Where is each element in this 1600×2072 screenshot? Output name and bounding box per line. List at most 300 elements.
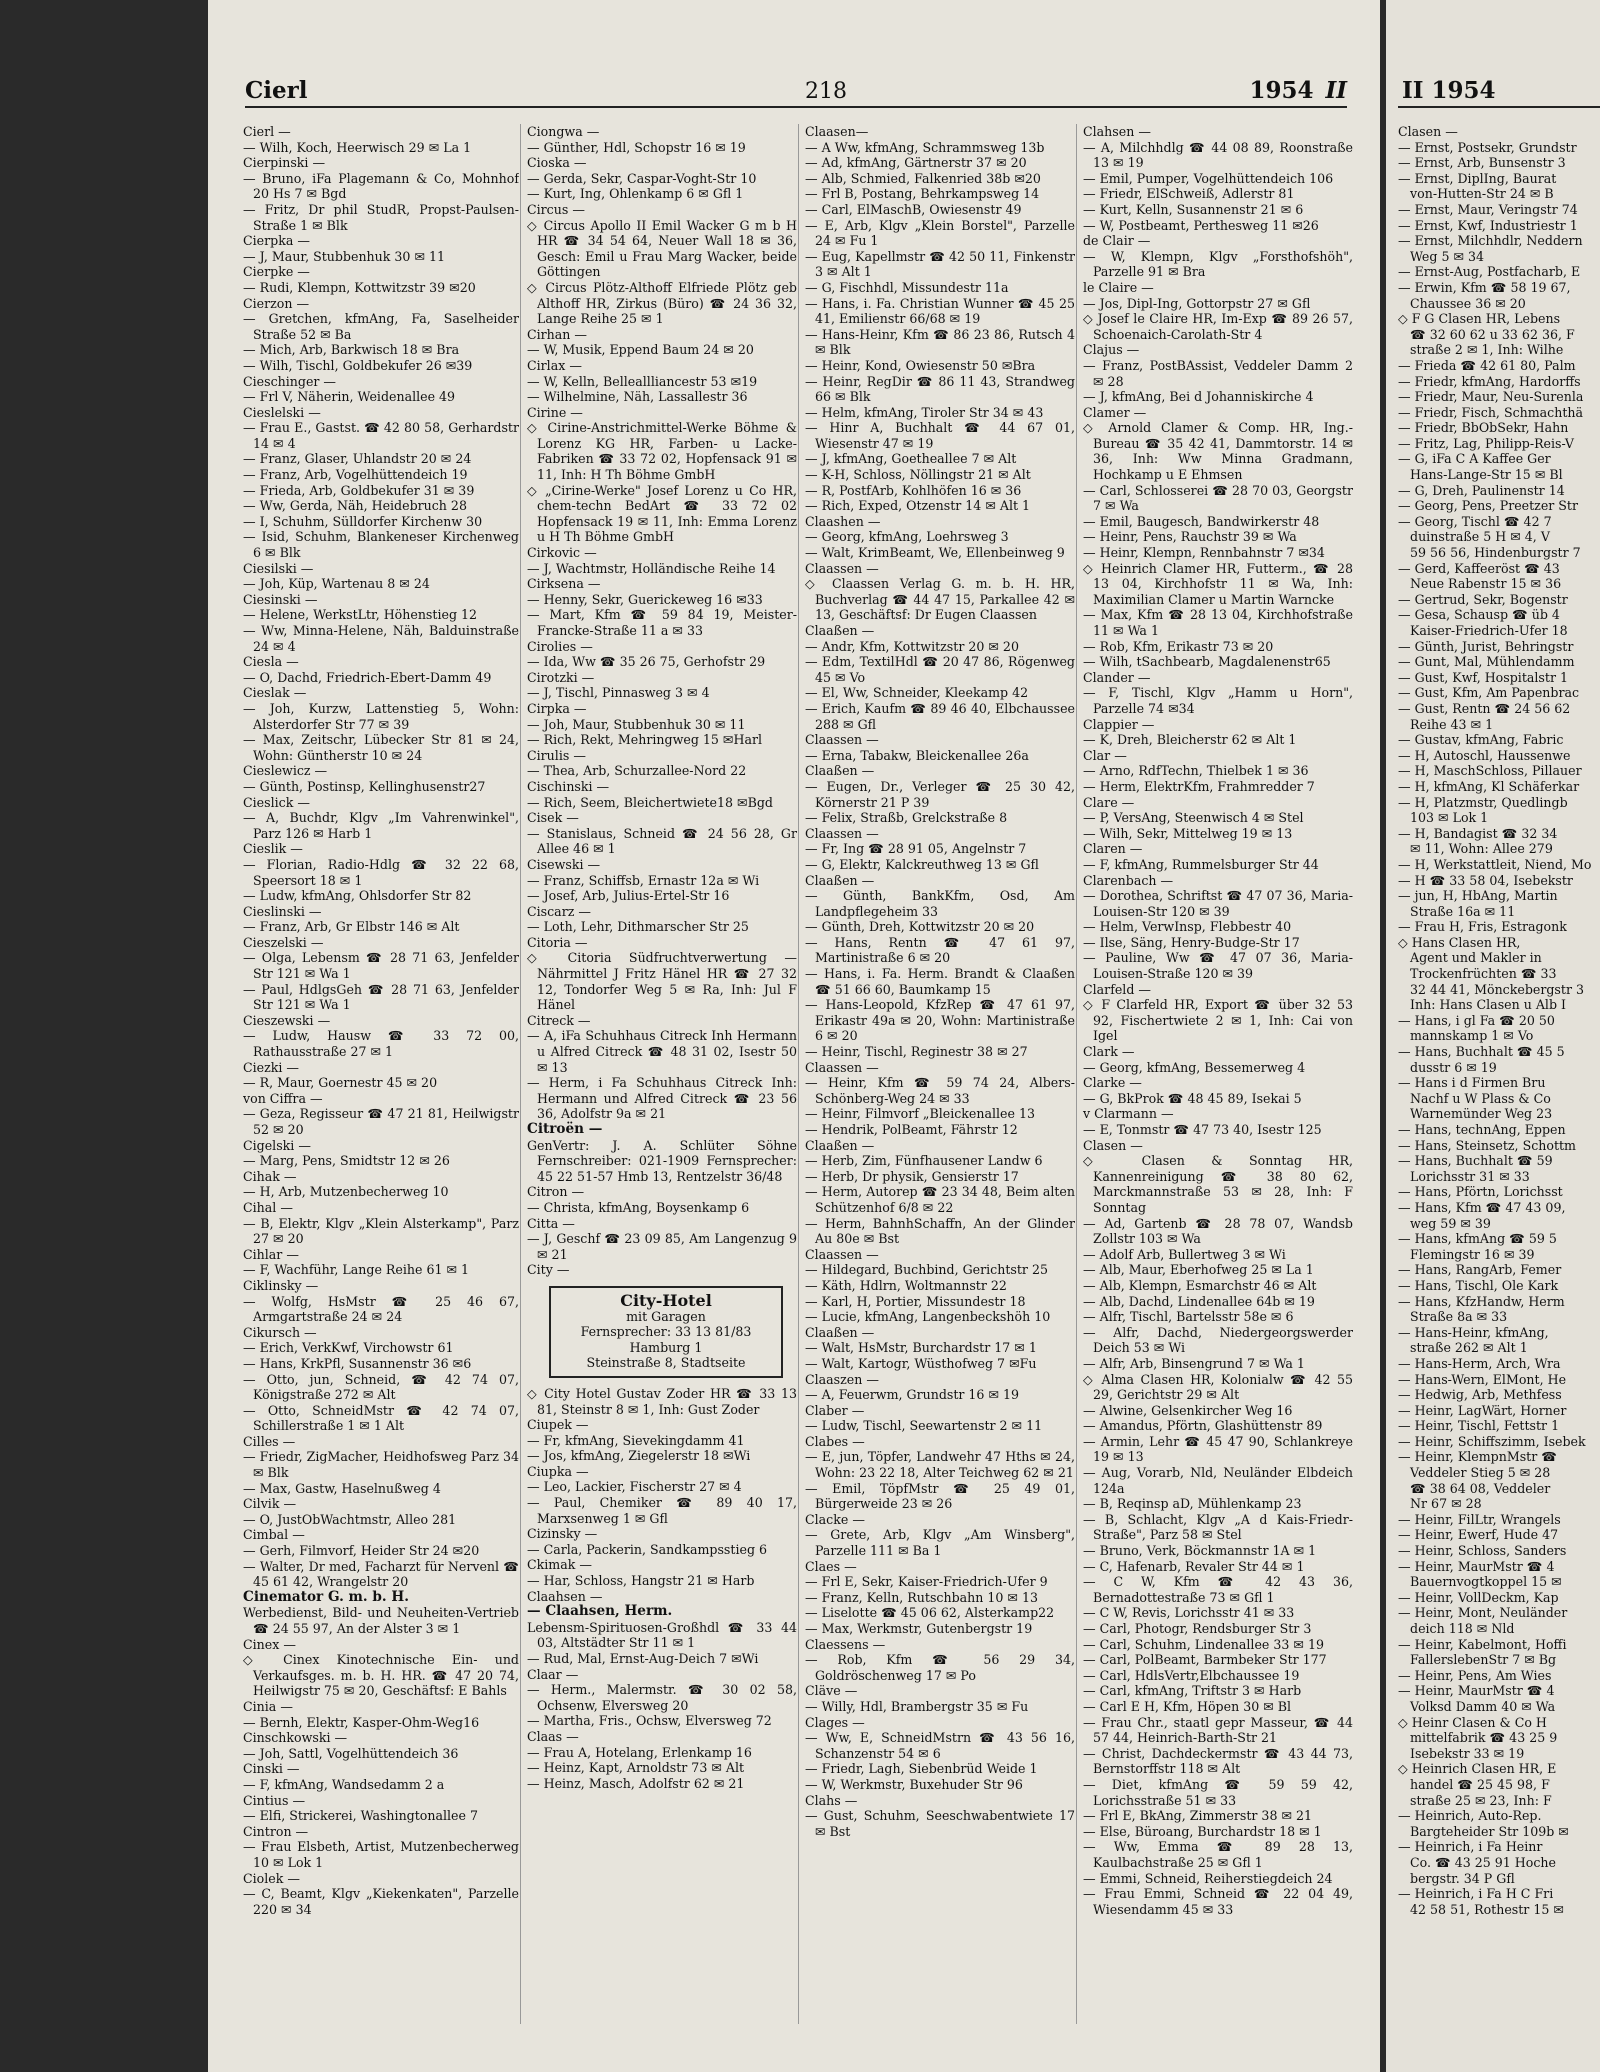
next-page-entry: Agent und Makler in: [1398, 950, 1542, 966]
next-page-entry: Chaussee 36 ✉ 20: [1398, 295, 1526, 311]
directory-entry: — Paul, HdlgsGeh ☎ 28 71 63, Jenfelder Str 121 ✉ Wa 1: [243, 981, 519, 1013]
directory-entry: — Herb, Zim, Fünfhausener Landw 6: [805, 1153, 1043, 1169]
next-page-entry: Reihe 43 ✉ 1: [1398, 716, 1494, 732]
surname-heading: Cirlax —: [527, 357, 582, 373]
directory-entry: — Carl, HdlsVertr,Elbchaussee 19: [1083, 1667, 1300, 1683]
surname-heading: Ciesilski —: [243, 560, 314, 576]
directory-entry: — Paul, Chemiker ☎ 89 40 17, Marxsenweg 1 ✉ Gfl: [527, 1495, 797, 1526]
surname-heading: Cihlar —: [243, 1246, 299, 1262]
volume-label: II: [1325, 77, 1347, 104]
surname-heading: Claber —: [805, 1402, 865, 1418]
directory-entry: — Rich, Seem, Bleichertwiete18 ✉Bgd: [527, 794, 773, 810]
surname-heading: Cimbal —: [243, 1527, 305, 1543]
surname-heading: Circus —: [527, 201, 585, 217]
directory-entry: — Bruno, iFa Plagemann & Co, Mohnhof 20 Hs 7 ✉ Bgd: [243, 170, 519, 202]
directory-entry: — Eug, Kapellmstr ☎ 42 50 11, Finkenstr 3 ✉ Alt 1: [805, 248, 1075, 280]
directory-entry: — Walter, Dr med, Facharzt für Nervenl ☎ 45 61 42, Wrangelstr 20: [243, 1558, 519, 1590]
directory-entry: — G, BkProk ☎ 48 45 89, Isekai 5: [1083, 1090, 1302, 1106]
next-page-entry: — Hans, kfmAng ☎ 59 5: [1398, 1231, 1557, 1247]
directory-entry: — C, Beamt, Klgv „Kiekenkaten", Parzelle 220 ✉ 34: [243, 1886, 519, 1917]
directory-entry: — Hinr A, Buchhalt ☎ 44 67 01, Wiesenstr 47 ✉ 19: [805, 420, 1075, 451]
surname-heading: Claes —: [805, 1558, 857, 1574]
directory-entry: — F, Wachführ, Lange Reihe 61 ✉ 1: [243, 1262, 470, 1278]
directory-entry: — Wilh, Tischl, Goldbekufer 26 ✉39: [243, 357, 473, 373]
next-page-entry: 32 44 41, Mönckebergstr 3: [1398, 981, 1584, 997]
next-page-entry: — Gust, Rentn ☎ 24 56 62: [1398, 700, 1571, 716]
directory-entry: — Wilh, tSachbearb, Magdalenenstr65: [1083, 654, 1331, 670]
surname-heading: Cisewski —: [527, 856, 601, 872]
directory-entry: — Walt, KrimBeamt, We, Ellenbeinweg 9: [805, 545, 1065, 561]
directory-entry: — Walt, Kartogr, Wüsthofweg 7 ✉Fu: [805, 1355, 1037, 1371]
next-page-entry: Bauernvogtkoppel 15 ✉: [1398, 1574, 1562, 1590]
directory-entry: — Ww, Gerda, Näh, Heidebruch 28: [243, 498, 467, 514]
next-page-entry: straße 2 ✉ 1, Inh: Wilhe: [1398, 342, 1564, 358]
surname-heading: de Clair —: [1083, 233, 1151, 249]
next-page-entry: deich 118 ✉ Nld: [1398, 1621, 1515, 1636]
directory-entry: — Heinr, Kond, Owiesenstr 50 ✉Bra: [805, 357, 1036, 373]
directory-entry: — Alb, Maur, Eberhofweg 25 ✉ La 1: [1083, 1262, 1314, 1278]
next-page-header: [1398, 72, 1600, 108]
directory-entry: — Liselotte ☎ 45 06 62, Alsterkamp22: [805, 1605, 1055, 1621]
directory-entry: — P, VersAng, Steenwisch 4 ✉ Stel: [1083, 810, 1304, 826]
directory-entry: ◇ „Cirine-Werke" Josef Lorenz u Co HR, chem-techn BedArt ☎ 33 72 02 Hopfensack 19 ✉ 11, Inh: Emma Lorenz u H Th Böhme GmbH: [527, 482, 797, 545]
directory-entry: — G, Elektr, Kalckreuthweg 13 ✉ Gfl: [805, 856, 1039, 872]
surname-heading: Cihal —: [243, 1199, 293, 1215]
surname-heading: Ciupka —: [527, 1463, 589, 1479]
directory-entry: — Armin, Lehr ☎ 45 47 90, Schlankreye 19 ✉ 13: [1083, 1433, 1353, 1465]
directory-entry: — E, Tonmstr ☎ 47 73 40, Isestr 125: [1083, 1122, 1322, 1137]
directory-entry: — Carl, Schuhm, Lindenallee 33 ✉ 19: [1083, 1636, 1324, 1652]
next-page-entry: — Hans-Herm, Arch, Wra: [1398, 1355, 1561, 1371]
surname-heading: Claar —: [527, 1666, 579, 1682]
directory-entry: GenVertr: J. A. Schlüter Söhne Fernschreiber: 021-1909 Fernsprecher: 45 22 51-57 Hmb 13, Rentzelstr 36/48: [527, 1137, 797, 1184]
surname-heading: Claassen —: [805, 560, 879, 576]
directory-entry: — Carla, Packerin, Sandkampsstieg 6: [527, 1541, 768, 1557]
directory-entry: — Rud, Mal, Ernst-Aug-Deich 7 ✉Wi: [527, 1651, 759, 1666]
directory-entry: — Hans, i. Fa. Christian Wunner ☎ 45 25 41, Emilienstr 66/68 ✉ 19: [805, 295, 1075, 327]
directory-entry: — Gust, Schuhm, Seeschwabentwiete 17 ✉ Bst: [805, 1808, 1075, 1839]
next-page-entry: — Gerd, Kaffeeröst ☎ 43: [1398, 560, 1560, 576]
surname-heading: Clahsen —: [1083, 124, 1151, 139]
next-page-entry: Veddeler Stieg 5 ✉ 28: [1398, 1465, 1551, 1481]
surname-heading: Claasen—: [805, 124, 869, 139]
directory-entry: — Alb, Klempn, Esmarchstr 46 ✉ Alt: [1083, 1277, 1317, 1293]
directory-entry: — Eugen, Dr., Verleger ☎ 25 30 42, Körnerstr 21 P 39: [805, 778, 1075, 810]
directory-entry: ◇ Alma Clasen HR, Kolonialw ☎ 42 55 29, Gerichtstr 29 ✉ Alt: [1083, 1371, 1353, 1403]
next-page-entry: — Hedwig, Arb, Methfess: [1398, 1387, 1562, 1403]
surname-heading: Cigelski —: [243, 1137, 311, 1153]
directory-entry: — W, Postbeamt, Perthesweg 11 ✉26: [1083, 217, 1319, 233]
surname-heading: Clages —: [805, 1714, 865, 1730]
next-page-entry: — H, Autoschl, Haussenwe: [1398, 747, 1571, 763]
directory-entry: — Hildegard, Buchbind, Gerichtstr 25: [805, 1262, 1048, 1278]
next-page-entry: — Hans, Buchhalt ☎ 45 5: [1398, 1044, 1565, 1060]
next-page-entry: — Ernst, Milchhdlr, Neddern: [1398, 233, 1583, 249]
next-page-entry: — Hans, RangArb, Femer: [1398, 1262, 1562, 1278]
next-page-entry: bergstr. 34 P Gfl: [1398, 1870, 1515, 1886]
surname-heading: Cierpka —: [243, 233, 310, 249]
directory-entry: — Arno, RdfTechn, Thielbek 1 ✉ 36: [1083, 763, 1309, 779]
directory-entry: — Ww, Minna-Helene, Näh, Balduinstraße 24 ✉ 4: [243, 623, 519, 654]
surname-heading: Ciesinski —: [243, 591, 318, 607]
column-3: [798, 124, 1075, 2024]
directory-entry: — W, Klempn, Klgv „Forsthofshöh", Parzelle 91 ✉ Bra: [1083, 248, 1353, 280]
directory-entry: — Ludw, Hausw ☎ 33 72 00, Rathausstraße 27 ✉ 1: [243, 1028, 519, 1060]
directory-entry: — Rob, Kfm ☎ 56 29 34, Goldröschenweg 17 ✉ Po: [805, 1652, 1075, 1683]
directory-entry: — Marg, Pens, Smidtstr 12 ✉ 26: [243, 1153, 450, 1169]
directory-entry: — Günth, Dreh, Kottwitzstr 20 ✉ 20: [805, 919, 1035, 935]
next-page-entry: — Heinr, KlempnMstr ☎: [1398, 1449, 1557, 1465]
next-page-entry: ◇ F G Clasen HR, Lebens: [1398, 311, 1561, 327]
next-page-entry: — Günth, Jurist, Behringstr: [1398, 638, 1574, 654]
surname-heading: Cieszelski —: [243, 934, 324, 950]
surname-heading: Cierpinski —: [243, 155, 326, 171]
next-page-entry: — Frieda ☎ 42 61 80, Palm: [1398, 357, 1576, 373]
surname-heading: Clarfeld —: [1083, 981, 1151, 997]
directory-entry: — Olga, Lebensm ☎ 28 71 63, Jenfelder Str 121 ✉ Wa 1: [243, 950, 519, 982]
directory-entry: — Ww, E, SchneidMstrn ☎ 43 56 16, Schanzenstr 54 ✉ 6: [805, 1730, 1075, 1761]
directory-entry: — Gretchen, kfmAng, Fa, Saselheider Straße 52 ✉ Ba: [243, 311, 519, 342]
surname-heading: Claaßen —: [805, 623, 875, 638]
next-page-year: II 1954: [1402, 77, 1496, 104]
surname-heading: Cieslelski —: [243, 404, 321, 420]
next-page-entry: Co. ☎ 43 25 91 Hoche: [1398, 1854, 1556, 1870]
next-page-entry: Nachf u W Plass & Co: [1398, 1090, 1551, 1106]
directory-entry: — Mart, Kfm ☎ 59 84 19, Meister-Francke-Straße 11 a ✉ 33: [527, 607, 797, 638]
directory-entry: — Jos, kfmAng, Ziegelerstr 18 ✉Wi: [527, 1448, 751, 1464]
directory-entry: — Isid, Schuhm, Blankeneser Kirchenweg 6 ✉ Blk: [243, 529, 519, 561]
next-page-entry: — Heinrich, Auto-Rep.: [1398, 1808, 1542, 1824]
next-page-entry: — Gertrud, Sekr, Bogenstr: [1398, 591, 1568, 607]
surname-heading: Citreck —: [527, 1012, 591, 1028]
directory-entry: — Erich, Kaufm ☎ 89 46 40, Elbchaussee 288 ✉ Gfl: [805, 700, 1075, 732]
surname-heading: Cieslak —: [243, 685, 307, 701]
surname-heading: Claassen —: [805, 1246, 879, 1262]
directory-entry: — Joh, Küp, Wartenau 8 ✉ 24: [243, 576, 430, 592]
next-page-entry: ☎ 32 60 62 u 33 62 36, F: [1398, 326, 1575, 342]
directory-entry: — C W, Revis, Lorichsstr 41 ✉ 33: [1083, 1605, 1295, 1621]
surname-heading: Claahsen —: [527, 1588, 603, 1604]
next-page-entry: Flemingstr 16 ✉ 39: [1398, 1246, 1535, 1262]
surname-heading: Clappier —: [1083, 716, 1155, 732]
directory-entry: — Fr, Ing ☎ 28 91 05, Angelnstr 7: [805, 841, 1027, 857]
next-page-entry: — Friedr, Maur, Neu-Surenla: [1398, 389, 1584, 405]
directory-entry: ◇ Arnold Clamer & Comp. HR, Ing.-Bureau ☎ 35 42 41, Dammtorstr. 14 ✉ 36, Inh: Ww Minna Gradmann, Hochkamp u E Ehmsen: [1083, 420, 1353, 483]
next-page-entry: ✉ 11, Wohn: Allee 279: [1398, 841, 1553, 857]
surname-heading: Cirine —: [527, 404, 583, 420]
next-page-entry: 103 ✉ Lok 1: [1398, 810, 1489, 826]
directory-entry: — Heinr, Pens, Rauchstr 39 ✉ Wa: [1083, 529, 1297, 545]
next-page-entry: — H, MaschSchloss, Pillauer: [1398, 763, 1582, 779]
surname-heading: Cinia —: [243, 1698, 293, 1714]
directory-entry: — W, Kelln, Belleallliancestr 53 ✉19: [527, 373, 758, 389]
directory-entry: — Frau Chr., staatl gepr Masseur, ☎ 44 57 44, Heinrich-Barth-Str 21: [1083, 1714, 1353, 1746]
surname-heading: Clarke —: [1083, 1075, 1142, 1091]
directory-entry: — Emil, TöpfMstr ☎ 25 49 01, Bürgerweide 23 ✉ 26: [805, 1480, 1075, 1512]
next-page-entry: — Hans i d Firmen Bru: [1398, 1075, 1546, 1091]
next-page-entry: — H, kfmAng, Kl Schäferkar: [1398, 778, 1580, 794]
directory-entry: — Emmi, Schneid, Reiherstiegdeich 24: [1083, 1870, 1333, 1886]
directory-entry: — Herb, Dr physik, Gensierstr 17: [805, 1168, 1019, 1184]
next-page-entry: duinstraße 5 H ✉ 4, V: [1398, 529, 1550, 545]
directory-entry: — Ludw, Tischl, Seewartenstr 2 ✉ 11: [805, 1418, 1043, 1434]
surname-heading: Ckimak —: [527, 1557, 592, 1573]
next-page-entry: — Heinrich, i Fa Heinr: [1398, 1839, 1543, 1855]
directory-page: [208, 0, 1380, 2072]
directory-entry: — Wilhelmine, Näh, Lassallestr 36: [527, 389, 748, 405]
next-page-entry: — Heinr, Kabelmont, Hoffi: [1398, 1636, 1567, 1652]
next-page-entry: — jun, H, HbAng, Martin: [1398, 888, 1558, 904]
next-page-entry: — Heinr, VollDeckm, Kap: [1398, 1589, 1559, 1605]
next-page-edge: [1386, 0, 1600, 2072]
surname-heading: Cinex —: [243, 1636, 296, 1652]
directory-entry: — Andr, Kfm, Kottwitzstr 20 ✉ 20: [805, 638, 1019, 654]
directory-entry: — Gerh, Filmvorf, Heider Str 24 ✉20: [243, 1543, 480, 1559]
surname-heading: Claaßen —: [805, 1324, 875, 1340]
next-page-entry: Clasen —: [1398, 124, 1458, 139]
directory-entry: — J, Tischl, Pinnasweg 3 ✉ 4: [527, 685, 710, 701]
next-page-entry: Isebekstr 33 ✉ 19: [1398, 1745, 1525, 1761]
directory-entry: Werbedienst, Bild- und Neuheiten-Vertrieb ☎ 24 55 97, An der Alster 3 ✉ 1: [243, 1605, 519, 1636]
next-page-entry: weg 59 ✉ 39: [1398, 1215, 1491, 1231]
next-page-entry: — Heinr, MaurMstr ☎ 4: [1398, 1558, 1555, 1574]
next-page-entry: — H, Werkstattleit, Niend, Mo: [1398, 856, 1592, 872]
next-page-entry: — Hans, i gl Fa ☎ 20 50: [1398, 1012, 1555, 1028]
directory-entry: — Alb, Dachd, Lindenallee 64b ✉ 19: [1083, 1293, 1315, 1309]
directory-entry: — Helene, WerkstLtr, Höhenstieg 12: [243, 607, 478, 623]
directory-entry: — Helm, VerwInsp, Flebbestr 40: [1083, 919, 1292, 935]
directory-entry: — Heinr, Klempn, Rennbahnstr 7 ✉34: [1083, 545, 1325, 561]
directory-entry: — Leo, Lackier, Fischerstr 27 ✉ 4: [527, 1479, 742, 1495]
directory-entry: — Willy, Hdl, Brambergstr 35 ✉ Fu: [805, 1698, 1029, 1714]
next-page-entry: dusstr 6 ✉ 19: [1398, 1059, 1497, 1075]
surname-heading: Claas —: [527, 1728, 579, 1744]
surname-heading: Cischinski —: [527, 778, 610, 794]
surname-heading: Ciezki —: [243, 1059, 300, 1075]
next-page-entry: — Erwin, Kfm ☎ 58 19 67,: [1398, 279, 1571, 295]
surname-heading: Cirkovic —: [527, 545, 597, 561]
directory-entry: — Georg, kfmAng, Bessemerweg 4: [1083, 1059, 1306, 1075]
surname-heading: Cierl —: [243, 124, 291, 139]
directory-entry: — Günther, Hdl, Schopstr 16 ✉ 19: [527, 139, 746, 155]
directory-entry: — J, Maur, Stubbenhuk 30 ✉ 11: [243, 248, 446, 264]
surname-heading: Ciscarz —: [527, 903, 591, 919]
directory-entry: — J, Geschf ☎ 23 09 85, Am Langenzug 9 ✉ 21: [527, 1231, 797, 1262]
directory-entry: — Jos, Dipl-Ing, Gottorpstr 27 ✉ Gfl: [1083, 295, 1311, 311]
next-page-entry: — Gesa, Schausp ☎ üb 4: [1398, 607, 1560, 623]
surname-heading: Cieslinski —: [243, 903, 322, 919]
next-page-column: [1398, 124, 1600, 1917]
next-page-entry: — Hans, Steinsetz, Schottm: [1398, 1137, 1577, 1153]
directory-entry: — Herm, Autorep ☎ 23 34 48, Beim alten Schützenhof 6/8 ✉ 22: [805, 1184, 1075, 1215]
surname-heading: Cinski —: [243, 1761, 300, 1777]
next-page-entry: mannskamp 1 ✉ Vo: [1398, 1028, 1534, 1044]
directory-entry: — R, Maur, Goernestr 45 ✉ 20: [243, 1075, 438, 1091]
directory-entry: — Friedr, ElSchweiß, Adlerstr 81: [1083, 186, 1295, 202]
directory-entry: — Christ, Dachdeckermstr ☎ 43 44 73, Bernstorffstr 118 ✉ Alt: [1083, 1745, 1353, 1777]
next-page-entry: — Gustav, kfmAng, Fabric: [1398, 732, 1564, 748]
directory-entry: — Ida, Ww ☎ 35 26 75, Gerhofstr 29: [527, 654, 766, 670]
column-4: [1076, 124, 1353, 2024]
directory-entry: — Max, Zeitschr, Lübecker Str 81 ✉ 24, Wohn: Güntherstr 10 ✉ 24: [243, 732, 519, 763]
directory-entry: — Herm, i Fa Schuhhaus Citreck Inh: Hermann und Alfred Citreck ☎ 23 56 36, Adolfstr 9a ✉ 21: [527, 1075, 797, 1122]
directory-entry: — Pauline, Ww ☎ 47 07 36, Maria-Louisen-Straße 120 ✉ 39: [1083, 950, 1353, 982]
ad-title: City-Hotel: [620, 1290, 712, 1310]
surname-heading: Cinschkowski —: [243, 1730, 348, 1746]
next-page-entry: — Ernst, Postsekr, Grundstr: [1398, 139, 1577, 155]
directory-entry: — Walt, HsMstr, Burchardstr 17 ✉ 1: [805, 1340, 1037, 1356]
next-page-entry: handel ☎ 25 45 98, F: [1398, 1776, 1550, 1792]
surname-heading: Clacke —: [805, 1511, 865, 1527]
next-page-entry: Nr 67 ✉ 28: [1398, 1496, 1482, 1512]
directory-entry: — Günth, Postinsp, Kellinghusenstr27: [243, 778, 486, 794]
directory-entry: — Edm, TextilHdl ☎ 20 47 86, Rögenweg 45 ✉ Vo: [805, 654, 1075, 685]
directory-entry: — Rich, Rekt, Mehringweg 15 ✉Harl: [527, 732, 763, 748]
directory-entry: ◇ Citoria Südfruchtverwertung — Nährmittel J Fritz Hänel HR ☎ 27 32 12, Tondorfer Weg 5 ✉ Ra, Inh: Jul F Hänel: [527, 950, 797, 1013]
directory-entry: — Friedr, ZigMacher, Heidhofsweg Parz 34 ✉ Blk: [243, 1449, 519, 1481]
directory-entry: — Stanislaus, Schneid ☎ 24 56 28, Gr Allee 46 ✉ 1: [527, 825, 797, 857]
directory-entry: — Fritz, Dr phil StudR, Propst-Paulsen-Straße 1 ✉ Blk: [243, 201, 519, 233]
surname-heading: Claessens —: [805, 1636, 886, 1652]
next-page-entry: mittelfabrik ☎ 43 25 9: [1398, 1730, 1558, 1746]
directory-entry: — Ilse, Säng, Henry-Budge-Str 17: [1083, 934, 1300, 950]
next-page-entry: Straße 16a ✉ 11: [1398, 903, 1516, 919]
directory-entry: — W, Musik, Eppend Baum 24 ✉ 20: [527, 342, 754, 358]
directory-entry: — W, Werkmstr, Buxehuder Str 96: [805, 1776, 1023, 1792]
surname-heading: v Clarmann —: [1083, 1106, 1174, 1122]
directory-entry: — Bernh, Elektr, Kasper-Ohm-Weg16: [243, 1714, 480, 1730]
surname-heading: Clamer —: [1083, 404, 1147, 420]
header-name-range: Cierl: [245, 77, 308, 104]
directory-entry: — Herm, BahnhSchaffn, An der Glinder Au 80e ✉ Bst: [805, 1215, 1075, 1247]
next-page-entry: Hans-Lange-Str 15 ✉ Bl: [1398, 467, 1563, 483]
directory-entry: — Wilh, Koch, Heerwisch 29 ✉ La 1: [243, 139, 472, 155]
directory-entry: — Henny, Sekr, Guerickeweg 16 ✉33: [527, 591, 763, 607]
surname-heading: Cieslewicz —: [243, 763, 328, 779]
directory-entry: — Josef, Arb, Julius-Ertel-Str 16: [527, 888, 730, 904]
surname-heading: Ciolek —: [243, 1870, 300, 1886]
directory-entry: — Else, Büroang, Burchardstr 18 ✉ 1: [1083, 1823, 1322, 1839]
directory-entry: — Bruno, Verk, Böckmannstr 1A ✉ 1: [1083, 1543, 1317, 1559]
directory-entry: — Frau Emmi, Schneid ☎ 22 04 49, Wiesendamm 45 ✉ 33: [1083, 1886, 1353, 1917]
directory-entry: — Georg, kfmAng, Loehrsweg 3: [805, 529, 1009, 545]
directory-entry: — G, Fischhdl, Missundestr 11a: [805, 279, 1009, 295]
surname-heading: Cläve —: [805, 1683, 858, 1699]
next-page-entry: — Heinr, Ewerf, Hude 47: [1398, 1527, 1559, 1543]
next-page-entry: — Heinr, MaurMstr ☎ 4: [1398, 1683, 1555, 1699]
directory-entry: — Franz, PostBAssist, Veddeler Damm 2 ✉ 28: [1083, 357, 1353, 389]
surname-heading: Claaßen —: [805, 872, 875, 888]
next-page-entry: Weg 5 ✉ 34: [1398, 248, 1485, 264]
directory-entry: — Christa, kfmAng, Boysenkamp 6: [527, 1199, 750, 1215]
directory-entry: — Carl E H, Kfm, Höpen 30 ✉ Bl: [1083, 1698, 1292, 1714]
directory-entry: ◇ Heinrich Clamer HR, Futterm., ☎ 28 13 04, Kirchhofstr 11 ✉ Wa, Inh: Maximilian Clamer u Martin Warncke: [1083, 560, 1353, 607]
surname-heading: Clasen —: [1083, 1137, 1143, 1153]
directory-entry: — Alwine, Gelsenkircher Weg 16: [1083, 1402, 1293, 1418]
city-hotel-ad-box: [549, 1286, 783, 1378]
surname-heading: Cierpke —: [243, 264, 310, 280]
surname-heading: Cierzon —: [243, 295, 310, 311]
surname-heading: Cirolies —: [527, 638, 593, 654]
directory-entry: — Frl E, Sekr, Kaiser-Friedrich-Ufer 9: [805, 1574, 1048, 1590]
directory-entry: — Carl, Schlosserei ☎ 28 70 03, Georgstr 7 ✉ Wa: [1083, 482, 1353, 514]
directory-entry: — F, kfmAng, Wandsedamm 2 a: [243, 1776, 445, 1792]
directory-entry: — J, Wachtmstr, Holländische Reihe 14: [527, 560, 776, 576]
directory-entry: — K-H, Schloss, Nöllingstr 21 ✉ Alt: [805, 467, 1031, 483]
directory-entry: — Günth, BankKfm, Osd, Am Landpflegeheim 33: [805, 888, 1075, 919]
next-page-entry: — Fritz, Lag, Philipp-Reis-V: [1398, 435, 1574, 451]
directory-entry: — Joh, Maur, Stubbenhuk 30 ✉ 11: [527, 716, 746, 732]
directory-entry: — Claahsen, Herm.: [527, 1603, 673, 1620]
directory-entry: — Joh, Kurzw, Lattenstieg 5, Wohn: Alsterdorfer Str 77 ✉ 39: [243, 700, 519, 732]
directory-entry: — Otto, SchneidMstr ☎ 42 74 07, Schillerstraße 1 ✉ 1 Alt: [243, 1402, 519, 1434]
next-page-entry: Volksd Damm 40 ✉ Wa: [1398, 1698, 1556, 1714]
directory-entry: — Ad, kfmAng, Gärtnerstr 37 ✉ 20: [805, 155, 1027, 171]
next-page-entry: — Frau H, Fris, Estragonk: [1398, 919, 1567, 935]
directory-entry: — Hans-Heinr, Kfm ☎ 86 23 86, Rutsch 4 ✉ Blk: [805, 326, 1075, 358]
directory-entry: — Martha, Fris., Ochsw, Elversweg 72: [527, 1713, 772, 1729]
surname-heading: Clare —: [1083, 794, 1135, 810]
next-page-entry: Warnemünder Weg 23: [1398, 1106, 1553, 1122]
next-page-entry: — Ernst, Arb, Bunsenstr 3: [1398, 155, 1566, 171]
surname-heading: Clar —: [1083, 747, 1127, 763]
next-page-entry: — Heinr, Tischl, Fettstr 1: [1398, 1418, 1560, 1434]
surname-heading: Clajus —: [1083, 342, 1140, 358]
directory-entry: — Hans, KrkPfl, Susannenstr 36 ✉6: [243, 1355, 472, 1371]
directory-entry: — Heinr, Kfm ☎ 59 74 24, Albers-Schönberg-Weg 24 ✉ 33: [805, 1075, 1075, 1106]
directory-columns: [243, 124, 1353, 2024]
column-1: [243, 124, 519, 2024]
next-page-entry: — Hans, Kfm ☎ 47 43 09,: [1398, 1199, 1566, 1215]
surname-heading: Clabes —: [805, 1433, 865, 1449]
directory-entry: — Friedr, Lagh, Siebenbrüd Weide 1: [805, 1761, 1038, 1777]
surname-heading: Cieslik —: [243, 841, 303, 857]
directory-entry: — Heinr, Filmvorf „Bleickenallee 13: [805, 1106, 1035, 1122]
directory-entry: — Franz, Glaser, Uhlandstr 20 ✉ 24: [243, 451, 472, 467]
ad-line: Hamburg 1: [629, 1339, 703, 1355]
directory-entry: — E, jun, Töpfer, Landwehr 47 Hths ✉ 24, Wohn: 23 22 18, Alter Teichweg 62 ✉ 21: [805, 1449, 1075, 1481]
directory-entry: — Ad, Gartenb ☎ 28 78 07, Wandsb Zollstr 103 ✉ Wa: [1083, 1215, 1353, 1247]
directory-entry: — Lucie, kfmAng, Langenbeckshöh 10: [805, 1309, 1051, 1325]
directory-entry: ◇ F Clarfeld HR, Export ☎ über 32 53 92, Fischertwiete 2 ✉ 1, Inh: Cai von Igel: [1083, 997, 1353, 1044]
directory-entry: — Hendrik, PolBeamt, Fährstr 12: [805, 1122, 1018, 1137]
directory-entry: ◇ Cirine-Anstrichmittel-Werke Böhme & Lorenz KG HR, Farben- u Lacke-Fabriken ☎ 33 72 02, Hopfensack 91 ✉ 11, Inh: H Th Böhme GmbH: [527, 420, 797, 483]
directory-entry: — O, Dachd, Friedrich-Ebert-Damm 49: [243, 669, 492, 685]
directory-entry: — A Ww, kfmAng, Schrammsweg 13b: [805, 139, 1045, 155]
directory-entry: — B, Schlacht, Klgv „A d Kais-Friedr-Straße", Parz 58 ✉ Stel: [1083, 1511, 1353, 1543]
next-page-entry: — Heinr, Schiffszimm, Isebek: [1398, 1433, 1586, 1449]
next-page-entry: straße 262 ✉ Alt 1: [1398, 1340, 1528, 1356]
next-page-entry: — Heinr, Schloss, Sanders: [1398, 1543, 1567, 1559]
directory-entry: — Elfi, Strickerei, Washingtonallee 7: [243, 1808, 478, 1824]
next-page-entry: Neue Rabenstr 15 ✉ 36: [1398, 576, 1562, 592]
directory-entry: Lebensm-Spirituosen-Großhdl ☎ 33 44 03, Altstädter Str 11 ✉ 1: [527, 1619, 797, 1651]
directory-entry: — Franz, Kelln, Rutschbahn 10 ✉ 13: [805, 1589, 1038, 1605]
directory-entry: — Gerda, Sekr, Caspar-Voght-Str 10: [527, 170, 757, 186]
directory-entry: — Dorothea, Schriftst ☎ 47 07 36, Maria-Louisen-Str 120 ✉ 39: [1083, 888, 1353, 919]
surname-heading: Cisek —: [527, 810, 579, 826]
next-page-entry: — Heinrich, i Fa H C Fri: [1398, 1886, 1554, 1902]
directory-entry: — Thea, Arb, Schurzallee-Nord 22: [527, 763, 747, 779]
surname-heading: Claaszen —: [805, 1371, 879, 1387]
next-page-entry: Lorichsstr 31 ✉ 33: [1398, 1168, 1530, 1184]
directory-entry: — Max, Werkmstr, Gutenbergstr 19: [805, 1621, 1033, 1636]
directory-entry: — Frl B, Postang, Behrkampsweg 14: [805, 186, 1040, 202]
surname-heading: Citron —: [527, 1184, 585, 1200]
directory-entry: — Mich, Arb, Barkwisch 18 ✉ Bra: [243, 342, 460, 358]
directory-entry: — Hans, i. Fa. Herm. Brandt & Claaßen ☎ 51 66 60, Baumkamp 15: [805, 966, 1075, 997]
ad-line: mit Garagen: [626, 1308, 706, 1324]
